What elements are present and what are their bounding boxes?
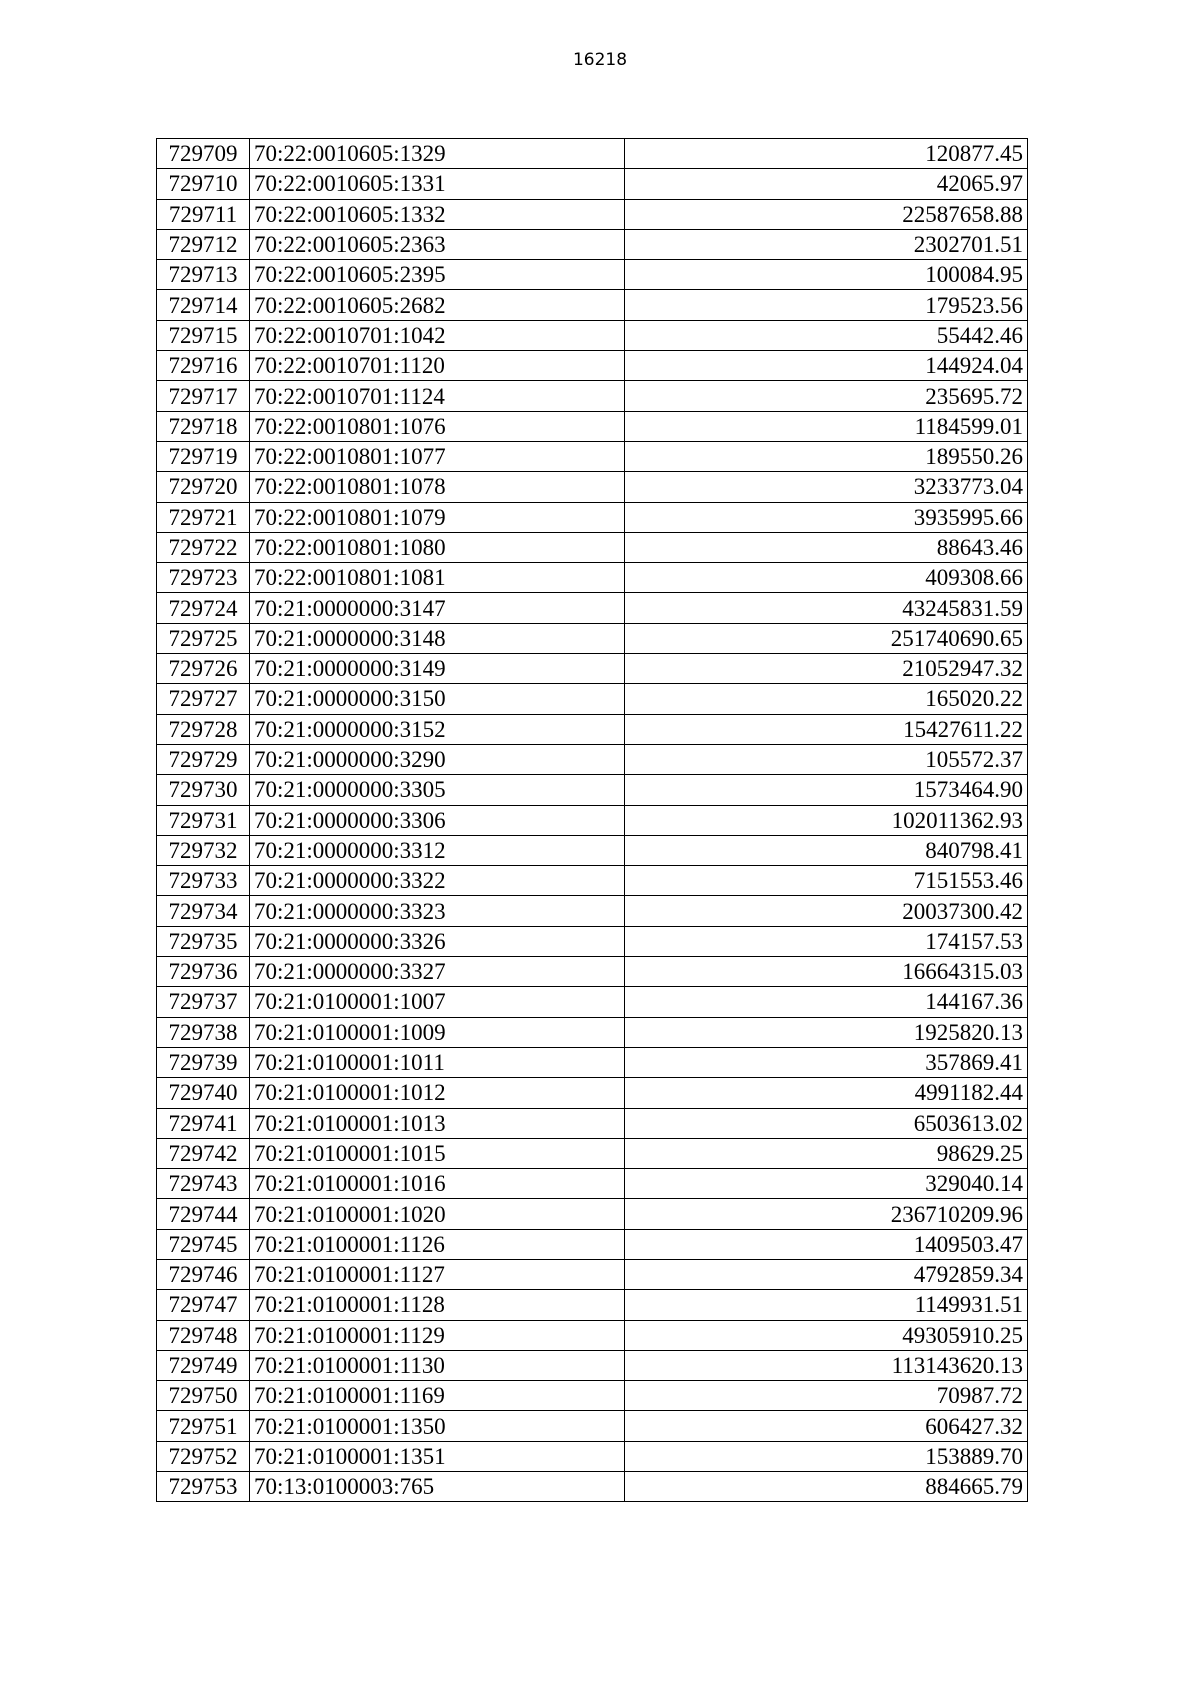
table-row bbox=[157, 805, 1028, 835]
row-number: 729710 bbox=[157, 169, 250, 199]
cadastral-number: 70:21:0000000:3322 bbox=[250, 866, 625, 896]
cadastral-value: 16664315.03 bbox=[625, 957, 1028, 987]
cadastral-number: 70:13:0100003:765 bbox=[250, 1472, 625, 1502]
cadastral-value: 165020.22 bbox=[625, 684, 1028, 714]
cadastral-value: 3233773.04 bbox=[625, 472, 1028, 502]
cadastral-number: 70:21:0000000:3150 bbox=[250, 684, 625, 714]
table-row bbox=[157, 835, 1028, 865]
table-row bbox=[157, 199, 1028, 229]
row-number: 729748 bbox=[157, 1320, 250, 1350]
row-number: 729711 bbox=[157, 199, 250, 229]
cadastral-number: 70:21:0100001:1351 bbox=[250, 1441, 625, 1471]
table-row bbox=[157, 1199, 1028, 1229]
row-number: 729753 bbox=[157, 1472, 250, 1502]
row-number: 729749 bbox=[157, 1350, 250, 1380]
table-row bbox=[157, 532, 1028, 562]
row-number: 729732 bbox=[157, 835, 250, 865]
row-number: 729731 bbox=[157, 805, 250, 835]
table-row bbox=[157, 987, 1028, 1017]
cadastral-value: 98629.25 bbox=[625, 1138, 1028, 1168]
page-number: 16218 bbox=[572, 50, 628, 70]
row-number: 729714 bbox=[157, 290, 250, 320]
table-row bbox=[157, 229, 1028, 259]
cadastral-value: 100084.95 bbox=[625, 260, 1028, 290]
row-number: 729717 bbox=[157, 381, 250, 411]
table-row bbox=[157, 351, 1028, 381]
table-row bbox=[157, 411, 1028, 441]
cadastral-value: 102011362.93 bbox=[625, 805, 1028, 835]
row-number: 729709 bbox=[157, 139, 250, 169]
cadastral-value: 3935995.66 bbox=[625, 502, 1028, 532]
row-number: 729742 bbox=[157, 1138, 250, 1168]
cadastral-number: 70:21:0000000:3312 bbox=[250, 835, 625, 865]
table-row bbox=[157, 320, 1028, 350]
cadastral-value: 1149931.51 bbox=[625, 1290, 1028, 1320]
cadastral-number: 70:21:0000000:3149 bbox=[250, 654, 625, 684]
cadastral-number: 70:21:0100001:1016 bbox=[250, 1169, 625, 1199]
cadastral-number: 70:22:0010701:1124 bbox=[250, 381, 625, 411]
row-number: 729730 bbox=[157, 775, 250, 805]
row-number: 729739 bbox=[157, 1047, 250, 1077]
cadastral-value: 7151553.46 bbox=[625, 866, 1028, 896]
table-row bbox=[157, 926, 1028, 956]
row-number: 729728 bbox=[157, 714, 250, 744]
table-row bbox=[157, 744, 1028, 774]
cadastral-value: 49305910.25 bbox=[625, 1320, 1028, 1350]
cadastral-number: 70:22:0010801:1081 bbox=[250, 563, 625, 593]
cadastral-value: 120877.45 bbox=[625, 139, 1028, 169]
cadastral-value: 189550.26 bbox=[625, 441, 1028, 471]
table-row bbox=[157, 472, 1028, 502]
cadastral-value: 1573464.90 bbox=[625, 775, 1028, 805]
table-row bbox=[157, 896, 1028, 926]
cadastral-number: 70:21:0000000:3306 bbox=[250, 805, 625, 835]
cadastral-value: 235695.72 bbox=[625, 381, 1028, 411]
row-number: 729722 bbox=[157, 532, 250, 562]
table-row bbox=[157, 1411, 1028, 1441]
row-number: 729725 bbox=[157, 623, 250, 653]
table-row bbox=[157, 714, 1028, 744]
table-row bbox=[157, 1472, 1028, 1502]
cadastral-number: 70:21:0100001:1169 bbox=[250, 1381, 625, 1411]
cadastral-value: 20037300.42 bbox=[625, 896, 1028, 926]
cadastral-value: 329040.14 bbox=[625, 1169, 1028, 1199]
row-number: 729734 bbox=[157, 896, 250, 926]
cadastral-value: 70987.72 bbox=[625, 1381, 1028, 1411]
row-number: 729745 bbox=[157, 1229, 250, 1259]
cadastral-value: 606427.32 bbox=[625, 1411, 1028, 1441]
row-number: 729733 bbox=[157, 866, 250, 896]
cadastral-number: 70:22:0010801:1078 bbox=[250, 472, 625, 502]
table-row bbox=[157, 260, 1028, 290]
table-row bbox=[157, 563, 1028, 593]
cadastral-number: 70:21:0100001:1013 bbox=[250, 1108, 625, 1138]
cadastral-value: 113143620.13 bbox=[625, 1350, 1028, 1380]
cadastral-value: 251740690.65 bbox=[625, 623, 1028, 653]
row-number: 729720 bbox=[157, 472, 250, 502]
cadastral-number: 70:22:0010701:1120 bbox=[250, 351, 625, 381]
cadastral-value: 1184599.01 bbox=[625, 411, 1028, 441]
cadastral-value: 4991182.44 bbox=[625, 1078, 1028, 1108]
cadastral-value: 174157.53 bbox=[625, 926, 1028, 956]
row-number: 729713 bbox=[157, 260, 250, 290]
row-number: 729744 bbox=[157, 1199, 250, 1229]
cadastral-value: 4792859.34 bbox=[625, 1259, 1028, 1289]
table-row bbox=[157, 290, 1028, 320]
cadastral-value: 2302701.51 bbox=[625, 229, 1028, 259]
cadastral-number: 70:21:0000000:3323 bbox=[250, 896, 625, 926]
cadastral-value: 144924.04 bbox=[625, 351, 1028, 381]
table-row bbox=[157, 654, 1028, 684]
table-row bbox=[157, 1047, 1028, 1077]
cadastral-number: 70:21:0100001:1130 bbox=[250, 1350, 625, 1380]
cadastral-number: 70:21:0000000:3326 bbox=[250, 926, 625, 956]
table-row bbox=[157, 1320, 1028, 1350]
row-number: 729750 bbox=[157, 1381, 250, 1411]
table-row bbox=[157, 1381, 1028, 1411]
row-number: 729735 bbox=[157, 926, 250, 956]
cadastral-value: 42065.97 bbox=[625, 169, 1028, 199]
row-number: 729718 bbox=[157, 411, 250, 441]
cadastral-number: 70:21:0100001:1350 bbox=[250, 1411, 625, 1441]
cadastral-value: 55442.46 bbox=[625, 320, 1028, 350]
row-number: 729736 bbox=[157, 957, 250, 987]
cadastral-value: 409308.66 bbox=[625, 563, 1028, 593]
table-row bbox=[157, 957, 1028, 987]
cadastral-value: 144167.36 bbox=[625, 987, 1028, 1017]
cadastral-value: 43245831.59 bbox=[625, 593, 1028, 623]
cadastral-number: 70:21:0000000:3327 bbox=[250, 957, 625, 987]
cadastral-number: 70:22:0010605:2395 bbox=[250, 260, 625, 290]
cadastral-number: 70:21:0100001:1007 bbox=[250, 987, 625, 1017]
cadastral-value: 1925820.13 bbox=[625, 1017, 1028, 1047]
row-number: 729712 bbox=[157, 229, 250, 259]
table-row bbox=[157, 593, 1028, 623]
row-number: 729737 bbox=[157, 987, 250, 1017]
table-row bbox=[157, 139, 1028, 169]
cadastral-number: 70:21:0100001:1012 bbox=[250, 1078, 625, 1108]
cadastral-number: 70:21:0100001:1128 bbox=[250, 1290, 625, 1320]
cadastral-value: 6503613.02 bbox=[625, 1108, 1028, 1138]
cadastral-number: 70:21:0000000:3152 bbox=[250, 714, 625, 744]
table-row bbox=[157, 1169, 1028, 1199]
row-number: 729727 bbox=[157, 684, 250, 714]
cadastral-value: 153889.70 bbox=[625, 1441, 1028, 1471]
cadastral-value: 840798.41 bbox=[625, 835, 1028, 865]
table-row bbox=[157, 169, 1028, 199]
cadastral-number: 70:22:0010605:2682 bbox=[250, 290, 625, 320]
cadastral-number: 70:21:0100001:1011 bbox=[250, 1047, 625, 1077]
cadastral-number: 70:22:0010801:1080 bbox=[250, 532, 625, 562]
row-number: 729726 bbox=[157, 654, 250, 684]
table-row bbox=[157, 1290, 1028, 1320]
table-row bbox=[157, 1350, 1028, 1380]
cadastral-value: 884665.79 bbox=[625, 1472, 1028, 1502]
cadastral-number: 70:22:0010801:1079 bbox=[250, 502, 625, 532]
cadastral-number: 70:21:0000000:3148 bbox=[250, 623, 625, 653]
table-row bbox=[157, 1078, 1028, 1108]
cadastral-value: 179523.56 bbox=[625, 290, 1028, 320]
row-number: 729723 bbox=[157, 563, 250, 593]
table-row bbox=[157, 623, 1028, 653]
cadastral-value: 1409503.47 bbox=[625, 1229, 1028, 1259]
cadastral-number: 70:21:0000000:3290 bbox=[250, 744, 625, 774]
cadastral-value: 357869.41 bbox=[625, 1047, 1028, 1077]
cadastral-value: 22587658.88 bbox=[625, 199, 1028, 229]
cadastral-number: 70:21:0100001:1127 bbox=[250, 1259, 625, 1289]
row-number: 729719 bbox=[157, 441, 250, 471]
table-row bbox=[157, 502, 1028, 532]
row-number: 729741 bbox=[157, 1108, 250, 1138]
row-number: 729751 bbox=[157, 1411, 250, 1441]
table-row bbox=[157, 866, 1028, 896]
cadastral-number: 70:21:0100001:1129 bbox=[250, 1320, 625, 1350]
row-number: 729729 bbox=[157, 744, 250, 774]
cadastral-value-table bbox=[156, 138, 1028, 1502]
cadastral-value: 88643.46 bbox=[625, 532, 1028, 562]
table-row bbox=[157, 1259, 1028, 1289]
table-row bbox=[157, 1138, 1028, 1168]
cadastral-number: 70:22:0010605:1331 bbox=[250, 169, 625, 199]
cadastral-number: 70:22:0010605:1332 bbox=[250, 199, 625, 229]
row-number: 729740 bbox=[157, 1078, 250, 1108]
cadastral-value: 105572.37 bbox=[625, 744, 1028, 774]
table-row bbox=[157, 1229, 1028, 1259]
table-row bbox=[157, 1017, 1028, 1047]
table-row bbox=[157, 381, 1028, 411]
table-row bbox=[157, 441, 1028, 471]
row-number: 729716 bbox=[157, 351, 250, 381]
cadastral-number: 70:22:0010701:1042 bbox=[250, 320, 625, 350]
cadastral-number: 70:21:0000000:3147 bbox=[250, 593, 625, 623]
row-number: 729724 bbox=[157, 593, 250, 623]
cadastral-value: 15427611.22 bbox=[625, 714, 1028, 744]
table-row bbox=[157, 1441, 1028, 1471]
row-number: 729747 bbox=[157, 1290, 250, 1320]
cadastral-number: 70:21:0100001:1009 bbox=[250, 1017, 625, 1047]
row-number: 729752 bbox=[157, 1441, 250, 1471]
cadastral-number: 70:22:0010605:2363 bbox=[250, 229, 625, 259]
row-number: 729721 bbox=[157, 502, 250, 532]
cadastral-number: 70:22:0010605:1329 bbox=[250, 139, 625, 169]
cadastral-number: 70:22:0010801:1077 bbox=[250, 441, 625, 471]
cadastral-number: 70:21:0100001:1020 bbox=[250, 1199, 625, 1229]
table-body bbox=[157, 139, 1028, 1502]
cadastral-number: 70:21:0100001:1015 bbox=[250, 1138, 625, 1168]
cadastral-value: 21052947.32 bbox=[625, 654, 1028, 684]
row-number: 729715 bbox=[157, 320, 250, 350]
row-number: 729743 bbox=[157, 1169, 250, 1199]
cadastral-value: 236710209.96 bbox=[625, 1199, 1028, 1229]
row-number: 729746 bbox=[157, 1259, 250, 1289]
table-row bbox=[157, 1108, 1028, 1138]
table-row bbox=[157, 684, 1028, 714]
cadastral-number: 70:22:0010801:1076 bbox=[250, 411, 625, 441]
cadastral-number: 70:21:0000000:3305 bbox=[250, 775, 625, 805]
row-number: 729738 bbox=[157, 1017, 250, 1047]
table-row bbox=[157, 775, 1028, 805]
cadastral-number: 70:21:0100001:1126 bbox=[250, 1229, 625, 1259]
